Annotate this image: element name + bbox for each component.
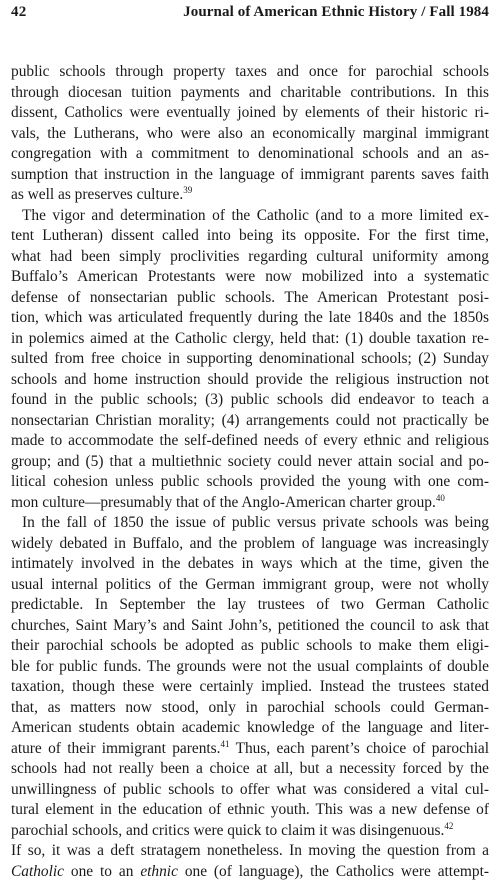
text-line: public schools through property taxes and once for parochial schools (11, 62, 489, 83)
text-line: that, as matters now stood, only in parochial schools could German- (11, 698, 489, 719)
text-line: churches, Saint Mary’s and Saint John’s, petitioned the council to ask that (11, 616, 489, 637)
paragraph-2 (11, 206, 489, 514)
text-segment: one to an (64, 863, 140, 880)
italic-term: ethnic (140, 863, 178, 880)
text-line: If so, it was a deft stratagem nonetheless. In moving the question from a (11, 841, 489, 862)
text-line (11, 821, 489, 842)
text-line: American students obtain academic knowledge of the language and liter- (11, 718, 489, 739)
footnote-ref: 40 (436, 493, 445, 503)
text-line: congregation with a commitment to denominational schools and an as- (11, 144, 489, 165)
text-line: tural element in the education of ethnic youth. This was a new defense of (11, 800, 489, 821)
text-line: vals, the Lutherans, who were also an economically marginal immigrant (11, 124, 489, 145)
text-segment: mon culture—presumably that of the Anglo-American charter group. (11, 494, 436, 511)
article-body (11, 62, 489, 882)
text-line: The vigor and determination of the Catholic (and to a more limited ex- (11, 206, 489, 227)
text-line (11, 739, 489, 760)
text-line: tent Lutheran) dissent called into being its opposite. For the first time, (11, 226, 489, 247)
text-line: their parochial schools be adopted as public schools to make them eligi- (11, 636, 489, 657)
paragraph-1 (11, 62, 489, 206)
text-line: usual internal politics of the German immigrant group, were not wholly (11, 575, 489, 596)
text-line: schools and home instruction should provide the religious instruction not (11, 370, 489, 391)
text-line: widely debated in Buffalo, and the problem of language was increasingly (11, 534, 489, 555)
text-segment: one (of language), the Catholics were attempt- (178, 863, 489, 880)
text-line: found in the public schools; (3) public schools did endeavor to teach a (11, 390, 489, 411)
text-segment: ature of their immigrant parents. (11, 740, 221, 757)
text-line: intimately involved in the debates in ways which at the time, given the (11, 554, 489, 575)
text-line: taxation, though these were certainly implied. Instead the trustees stated (11, 677, 489, 698)
text-line (11, 493, 489, 514)
page-header (11, 2, 489, 22)
text-line (11, 185, 489, 206)
footnote-ref: 42 (444, 821, 453, 831)
paragraph-3 (11, 513, 489, 882)
text-line: group; and (5) that a multiethnic society could never attain social and po- (11, 452, 489, 473)
text-line: sulted from free choice in supporting denominational schools; (2) Sunday (11, 349, 489, 370)
text-line: Buffalo’s American Protestants were now mobilized into a systematic (11, 267, 489, 288)
text-segment: Thus, each parent’s choice of parochial (230, 740, 489, 757)
text-line (11, 862, 489, 882)
footnote-ref: 39 (183, 185, 192, 195)
text-line: what had been simply proclivities regarding cultural uniformity among (11, 247, 489, 268)
page-number: 42 (11, 2, 26, 22)
text-segment: as well as preserves culture. (11, 186, 183, 203)
text-line: litical cohesion unless public schools provided the young with one com- (11, 472, 489, 493)
text-line: defense of nonsectarian public schools. The American Protestant posi- (11, 288, 489, 309)
text-line: dissent, Catholics were eventually joined by elements of their historic ri- (11, 103, 489, 124)
text-line: tion, which was articulated frequently during the late 1840s and the 1850s (11, 308, 489, 329)
text-line: schools had not really been a choice at all, but a necessity forced by the (11, 759, 489, 780)
text-line: unwillingness of public schools to offer what was considered a vital cul- (11, 780, 489, 801)
text-line: In the fall of 1850 the issue of public versus private schools was being (11, 513, 489, 534)
italic-term: Catholic (11, 863, 64, 880)
text-line: ble for public funds. The grounds were not the usual complaints of double (11, 657, 489, 678)
footnote-ref: 41 (221, 739, 230, 749)
text-segment: parochial schools, and critics were quick to claim it was disingenuous. (11, 822, 444, 839)
text-line: in polemics aimed at the Catholic clergy, held that: (1) double taxation re- (11, 329, 489, 350)
text-line: predictable. In September the lay trustees of two German Catholic (11, 595, 489, 616)
text-line: made to accommodate the self-defined needs of every ethnic and religious (11, 431, 489, 452)
text-line: sumption that instruction in the language of immigrant parents saves faith (11, 165, 489, 186)
text-line: nonsectarian Christian morality; (4) arrangements could not practically be (11, 411, 489, 432)
text-line: through diocesan tuition payments and charitable contributions. In this (11, 83, 489, 104)
running-head: Journal of American Ethnic History / Fall 1984 (183, 2, 489, 22)
